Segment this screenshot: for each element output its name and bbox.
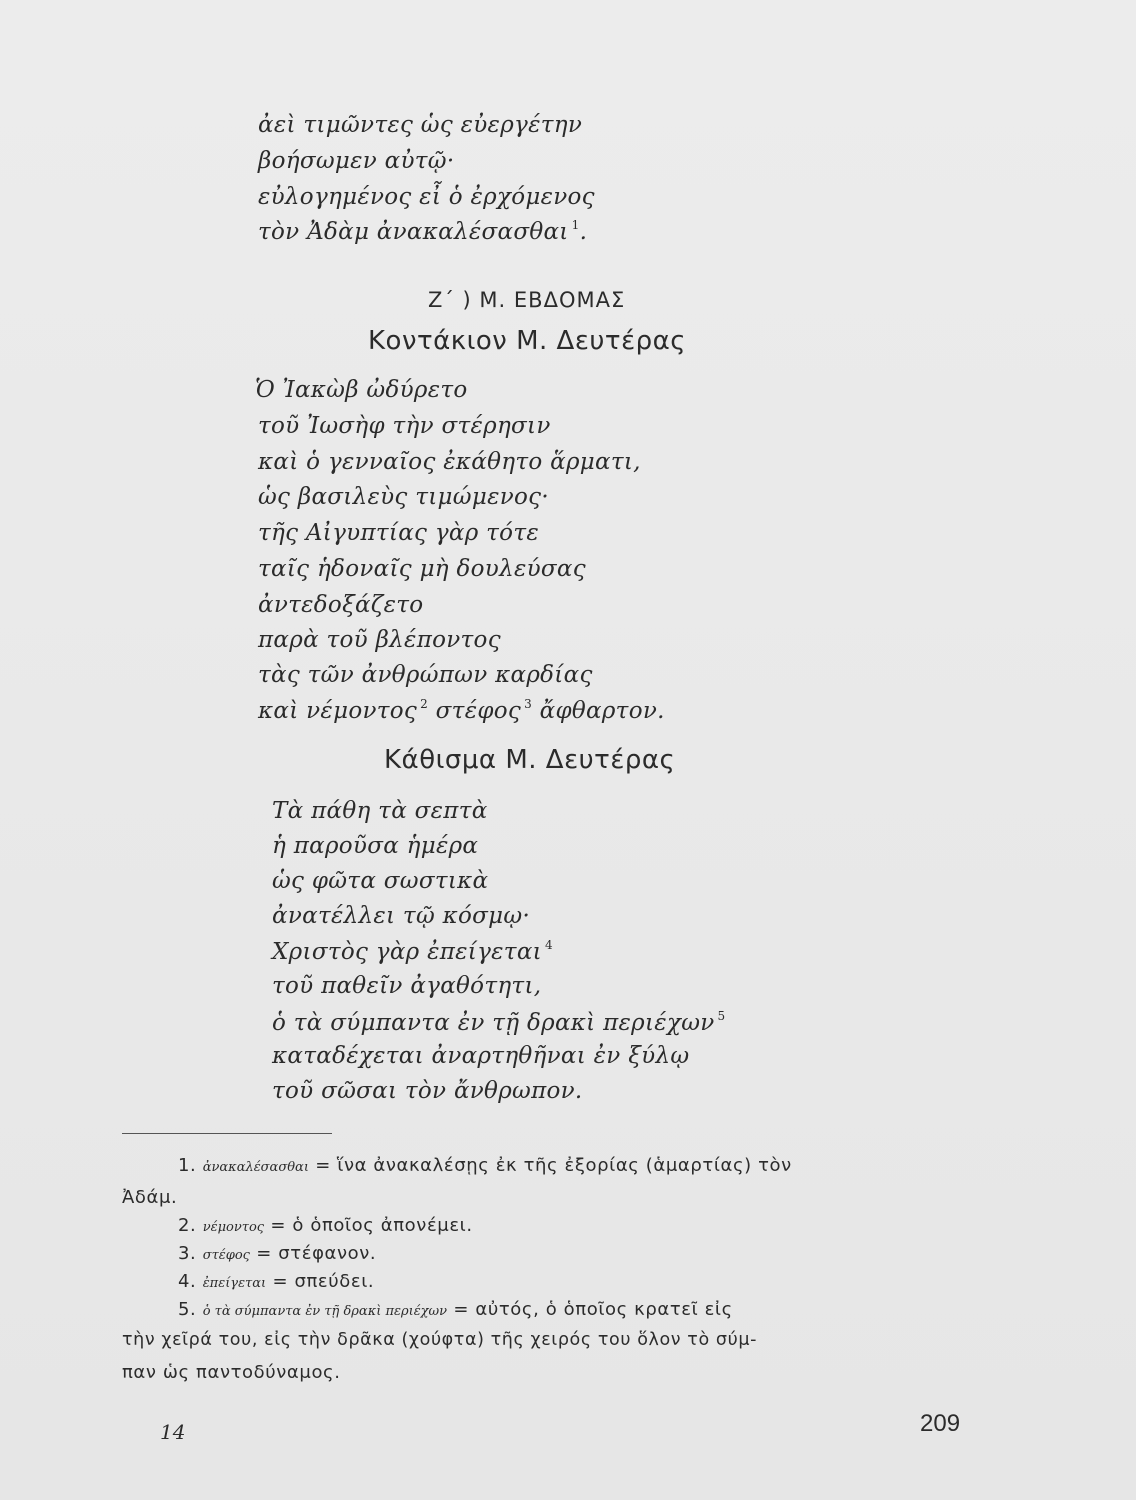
kathisma-line-4: ἀνατέλλει τῷ κόσμῳ· xyxy=(272,903,531,929)
kontakion-line-10-b: στέφος xyxy=(435,698,522,724)
signature-mark: 14 xyxy=(160,1420,186,1444)
intro-line-1: ἀεὶ τιμῶντες ὡς εὐεργέτην xyxy=(258,112,583,138)
kontakion-title: Κοντάκιον Μ. Δευτέρας xyxy=(368,326,687,356)
kontakion-line-10 xyxy=(258,697,665,724)
kontakion-line-6: ταῖς ἡδοναῖς μὴ δουλεύσας xyxy=(258,556,586,582)
intro-line-4 xyxy=(258,218,587,245)
kathisma-line-3: ὡς φῶτα σωστικὰ xyxy=(272,868,489,894)
page-number: 209 xyxy=(920,1410,961,1437)
footnote-2-number: 2. xyxy=(178,1215,197,1236)
footnote-1-number: 1. xyxy=(178,1155,197,1176)
footnote-3-number: 3. xyxy=(178,1243,197,1264)
footnote-5-number: 5. xyxy=(178,1299,197,1320)
kontakion-line-10-c: ἄφθαρτον. xyxy=(539,698,665,724)
intro-line-4-end: . xyxy=(579,219,588,245)
section-title: Ζ΄ ) Μ. ΕΒΔΟΜΑΣ xyxy=(428,288,626,312)
kathisma-line-8: καταδέχεται ἀναρτηθῆναι ἐν ξύλῳ xyxy=(272,1043,690,1069)
footnote-4-text: = σπεύδει. xyxy=(272,1271,375,1292)
kontakion-line-2: τοῦ Ἰωσὴφ τὴν στέρησιν xyxy=(258,413,551,439)
footnote-3 xyxy=(178,1243,376,1264)
kathisma-line-7 xyxy=(272,1009,725,1036)
footnote-5-text: = αὐτός, ὁ ὁποῖος κρατεῖ εἰς xyxy=(453,1299,733,1320)
footnote-mark-5: 5 xyxy=(717,1009,726,1023)
footnote-mark-1: 1 xyxy=(571,218,580,232)
kontakion-line-5: τῆς Αἰγυπτίας γὰρ τότε xyxy=(258,520,539,546)
kontakion-line-10-a: καὶ νέμοντος xyxy=(258,698,418,724)
kontakion-line-1: Ὁ Ἰακὼβ ὠδύρετο xyxy=(255,377,468,403)
kontakion-line-7: ἀντεδοξάζετο xyxy=(258,592,424,618)
kathisma-line-7-text: ὁ τὰ σύμπαντα ἐν τῇ δρακὶ περιέχων xyxy=(272,1010,715,1036)
footnote-2-term: νέμοντος xyxy=(202,1220,265,1235)
kontakion-line-8: παρὰ τοῦ βλέποντος xyxy=(258,627,501,653)
footnote-3-term: στέφος xyxy=(202,1248,250,1263)
kathisma-line-5-text: Χριστὸς γὰρ ἐπείγεται xyxy=(272,939,542,965)
kathisma-title: Κάθισμα Μ. Δευτέρας xyxy=(384,745,676,775)
footnote-1 xyxy=(178,1155,792,1176)
intro-line-2: βοήσωμεν αὐτῷ· xyxy=(258,148,455,174)
kontakion-line-4: ὡς βασιλεὺς τιμώμενος· xyxy=(258,484,549,510)
footnote-1-text: = ἵνα ἀνακαλέσῃς ἐκ τῆς ἐξορίας (ἁμαρτίας) τὸν xyxy=(315,1155,792,1176)
kontakion-line-9: τὰς τῶν ἀνθρώπων καρδίας xyxy=(258,662,593,688)
kontakion-line-3: καὶ ὁ γενναῖος ἐκάθητο ἅρματι, xyxy=(258,449,641,475)
kathisma-line-2: ἡ παροῦσα ἡμέρα xyxy=(272,833,479,859)
footnote-4-term: ἐπείγεται xyxy=(202,1276,267,1291)
footnote-2 xyxy=(178,1215,473,1236)
footnote-5-term: ὁ τὰ σύμπαντα ἐν τῇ δρακὶ περιέχων xyxy=(202,1304,448,1319)
footnote-5 xyxy=(178,1299,733,1320)
footnote-mark-2: 2 xyxy=(420,697,429,711)
footnote-3-text: = στέφανον. xyxy=(256,1243,377,1264)
kathisma-line-6: τοῦ παθεῖν ἀγαθότητι, xyxy=(272,973,542,999)
kathisma-line-5 xyxy=(272,938,553,965)
footnote-1-term: ἀνακαλέσασθαι xyxy=(202,1160,309,1175)
intro-line-4-text: τὸν Ἀδὰμ ἀνακαλέσασθαι xyxy=(258,219,569,245)
footnote-separator xyxy=(122,1133,332,1134)
kathisma-line-9: τοῦ σῶσαι τὸν ἄνθρωπον. xyxy=(272,1078,583,1104)
footnote-1-continuation: Ἀδάμ. xyxy=(122,1187,178,1208)
kathisma-line-1: Τὰ πάθη τὰ σεπτὰ xyxy=(272,798,488,824)
footnote-2-text: = ὁ ὁποῖος ἀπονέμει. xyxy=(270,1215,473,1236)
footnote-5-continuation-1: τὴν χεῖρά του, εἰς τὴν δρᾶκα (χούφτα) τῆς χειρός του ὅλον τὸ σύμ- xyxy=(122,1330,757,1350)
footnote-5-continuation-2: παν ὡς παντοδύναμος. xyxy=(122,1362,341,1383)
intro-line-3: εὐλογημένος εἶ ὁ ἐρχόμενος xyxy=(258,184,595,210)
footnote-mark-3: 3 xyxy=(524,697,533,711)
footnote-4 xyxy=(178,1271,374,1292)
footnote-mark-4: 4 xyxy=(544,938,553,952)
footnote-4-number: 4. xyxy=(178,1271,197,1292)
